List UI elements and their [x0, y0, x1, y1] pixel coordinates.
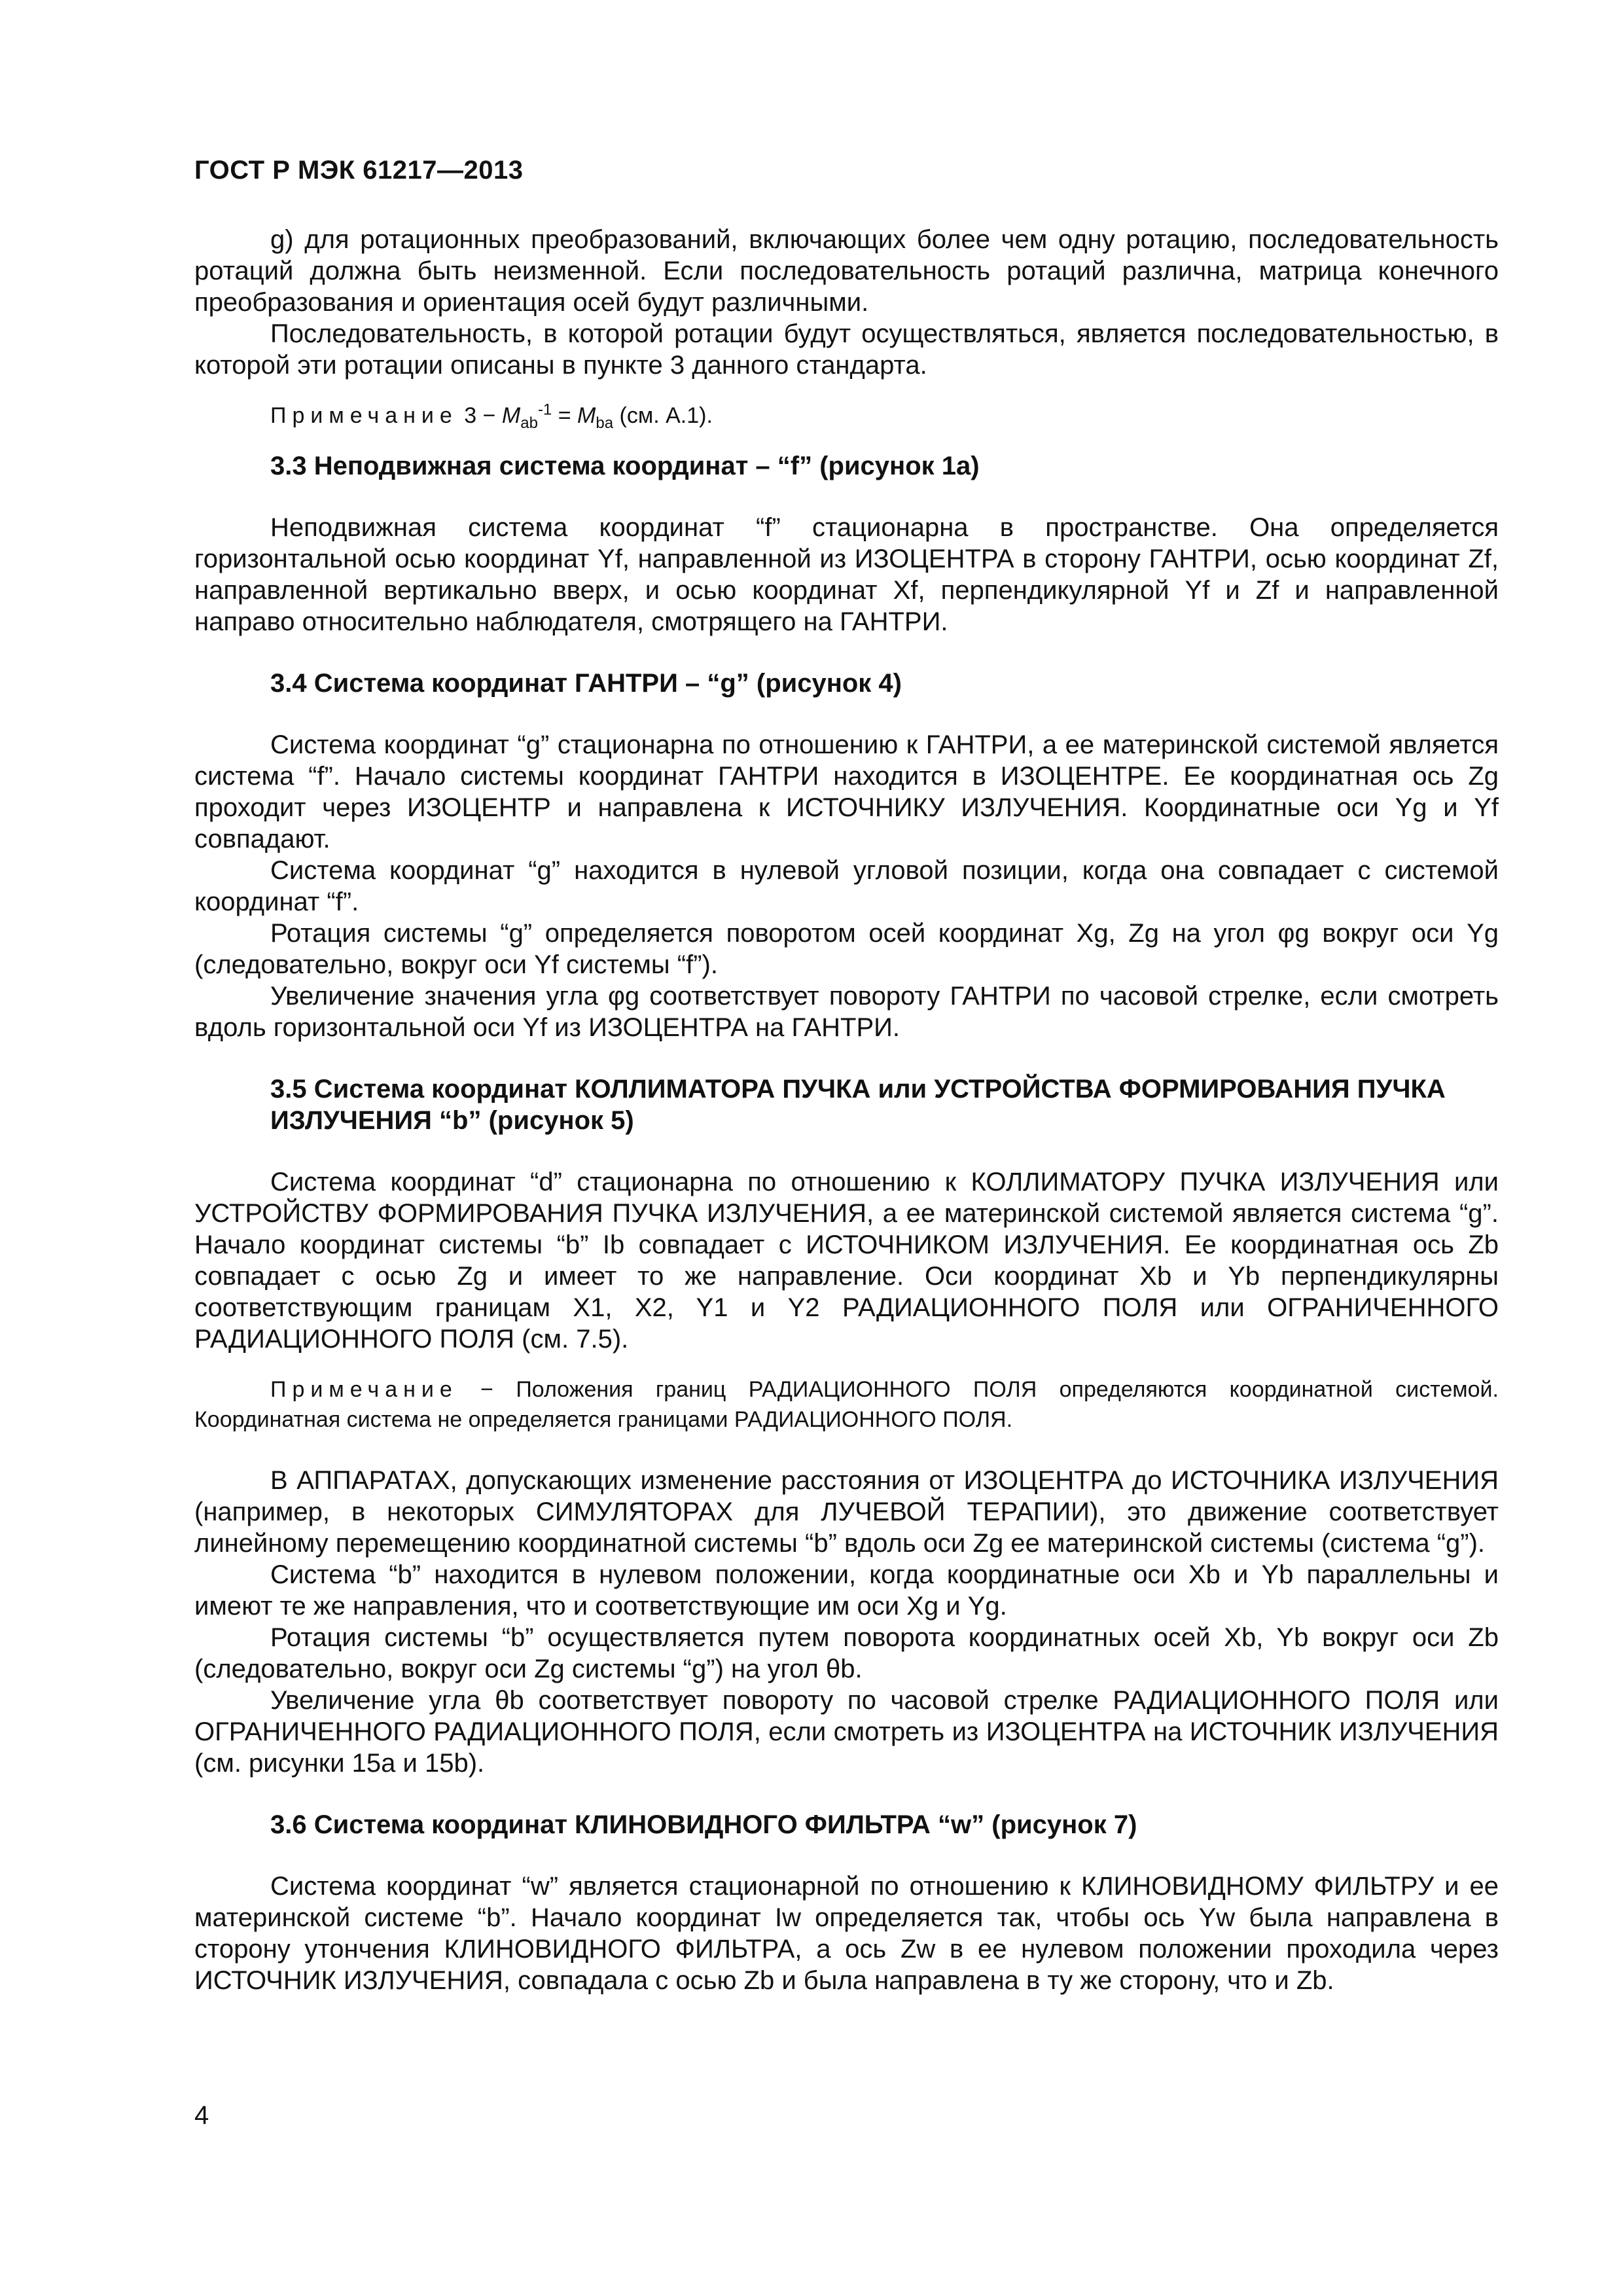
- note-3: Примечание $3 - M_{ab}^{-1} = M_{ba}$ (см. А.1).: [270, 401, 713, 432]
- paragraph: Система координат “d” стационарна по отношению к КОЛЛИМАТОРУ ПУЧКА ИЗЛУЧЕНИЯ или УСТРОЙСТВУ ФОРМИРОВАНИЯ ПУЧКА ИЗЛУЧЕНИЯ, а ее материнской системой является система “g”. Начало координат системы “b” Ib совпадает с ИСТОЧНИКОМ ИЗЛУЧЕНИЯ. Ее координатная ось Zb совпадает с осью Zg и имеет то же направление. Оси координат Xb и Yb перпендикулярны соответствующим границам X1, X2, Y1 и Y2 РАДИАЦИОННОГО ПОЛЯ или ОГРАНИЧЕННОГО РАДИАЦИОННОГО ПОЛЯ (см. 7.5).: [194, 1168, 1499, 1354]
- paragraph: Неподвижная система координат “f” стационарна в пространстве. Она определяется горизонтальной осью координат Yf, направленной из ИЗОЦЕНТРА в сторону ГАНТРИ, осью координат Zf, направленной вертикально вверх, и осью координат Xf, перпендикулярной Yf и Zf и направленной направо относительно наблюдателя, смотрящего на ГАНТРИ.: [194, 513, 1499, 636]
- section-heading-3-5: 3.5 Система координат КОЛЛИМАТОРА ПУЧКА или УСТРОЙСТВА ФОРМИРОВАНИЯ ПУЧКА ИЗЛУЧЕНИЯ “b” (рисунок 5): [270, 1075, 1446, 1135]
- paragraph: Ротация системы “g” определяется поворотом осей координат Xg, Zg на угол φg вокруг оси Yg (следовательно, вокруг оси Yf системы “f”).: [194, 919, 1499, 979]
- paragraph: Система координат “w” является стационарной по отношению к КЛИНОВИДНОМУ ФИЛЬТРУ и ее материнской системе “b”. Начало координат Iw определяется так, чтобы ось Yw была направлена в сторону утончения КЛИНОВИДНОГО ФИЛЬТРА, а ось Zw в ее нулевом положении проходила через ИСТОЧНИК ИЗЛУЧЕНИЯ, совпадала с осью Zb и была направлена в ту же сторону, что и Zb.: [194, 1872, 1499, 1995]
- document-header: ГОСТ Р МЭК 61217—2013: [194, 156, 524, 185]
- paragraph: g) для ротационных преобразований, включающих более чем одну ротацию, последовательность ротаций должна быть неизменной. Если последовательность ротаций различна, матрица конечного преобразования и ориентация осей будут различными.: [194, 225, 1499, 317]
- note-radiation-field: Примечание − Положения границ РАДИАЦИОННОГО ПОЛЯ определяются координатной системой. Координатная система не определяется границами РАДИАЦИОННОГО ПОЛЯ.: [194, 1377, 1499, 1432]
- note-label: Примечание: [270, 1377, 458, 1402]
- page-number: 4: [194, 2101, 209, 2130]
- section-heading-3-3: 3.3 Неподвижная система координат – “f” (рисунок 1а): [270, 452, 980, 480]
- note-label: Примечание: [270, 403, 458, 428]
- paragraph: Система координат “g” находится в нулевой угловой позиции, когда она совпадает с системой координат “f”.: [194, 856, 1499, 916]
- paragraph: Увеличение угла θb соответствует повороту по часовой стрелке РАДИАЦИОННОГО ПОЛЯ или ОГРАНИЧЕННОГО РАДИАЦИОННОГО ПОЛЯ, если смотреть из ИЗОЦЕНТРА на ИСТОЧНИК ИЗЛУЧЕНИЯ (см. рисунки 15а и 15b).: [194, 1686, 1499, 1778]
- section-heading-3-6: 3.6 Система координат КЛИНОВИДНОГО ФИЛЬТРА “w” (рисунок 7): [270, 1810, 1137, 1839]
- paragraph: Последовательность, в которой ротации будут осуществляться, является последовательностью, в которой эти ротации описаны в пункте 3 данного стандарта.: [194, 319, 1499, 380]
- paragraph: Система координат “g” стационарна по отношению к ГАНТРИ, а ее материнской системой является система “f”. Начало системы координат ГАНТРИ находится в ИЗОЦЕНТРЕ. Ее координатная ось Zg проходит через ИЗОЦЕНТР и направлена к ИСТОЧНИКУ ИЗЛУЧЕНИЯ. Координатные оси Yg и Yf совпадают.: [194, 730, 1499, 853]
- paragraph: Увеличение значения угла φg соответствует повороту ГАНТРИ по часовой стрелке, если смотреть вдоль горизонтальной оси Yf из ИЗОЦЕНТРА на ГАНТРИ.: [194, 982, 1499, 1042]
- paragraph: Система “b” находится в нулевом положении, когда координатные оси Xb и Yb параллельны и имеют те же направления, что и соответствующие им оси Xg и Yg.: [194, 1560, 1499, 1621]
- section-heading-3-4: 3.4 Система координат ГАНТРИ – “g” (рисунок 4): [270, 669, 902, 698]
- paragraph: В АППАРАТАХ, допускающих изменение расстояния от ИЗОЦЕНТРА до ИСТОЧНИКА ИЗЛУЧЕНИЯ (например, в некоторых СИМУЛЯТОРАХ для ЛУЧЕВОЙ ТЕРАПИИ), это движение соответствует линейному перемещению координатной системы “b” вдоль оси Zg ее материнской системы (система “g”).: [194, 1466, 1499, 1558]
- paragraph: Ротация системы “b” осуществляется путем поворота координатных осей Xb, Yb вокруг оси Zb (следовательно, вокруг оси Zg системы “g”) на угол θb.: [194, 1623, 1499, 1683]
